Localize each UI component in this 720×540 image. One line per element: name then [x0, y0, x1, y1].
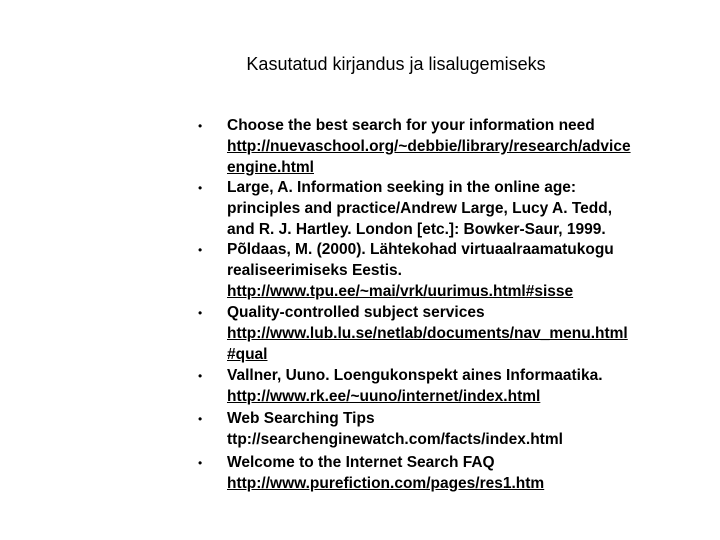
- reference-link[interactable]: http://www.tpu.ee/~mai/vrk/uurimus.html#sisse: [227, 282, 574, 300]
- bullet-icon: •: [198, 243, 203, 257]
- bullet-icon: •: [198, 456, 203, 470]
- bullet-icon: •: [198, 119, 203, 133]
- reference-text: Welcome to the Internet Search FAQ: [227, 454, 495, 471]
- bullet-icon: •: [198, 412, 203, 426]
- reference-link[interactable]: http://www.purefiction.com/pages/res1.htm: [227, 474, 545, 492]
- reference-text: realiseerimiseks Eestis.: [227, 261, 402, 279]
- reference-link[interactable]: http://www.rk.ee/~uuno/internet/index.html: [227, 387, 541, 405]
- page-title: Kasutatud kirjandus ja lisalugemiseks: [246, 54, 546, 74]
- reference-text: and R. J. Hartley. London [etc.]: Bowker-Saur, 1999.: [227, 220, 606, 238]
- bullet-icon: •: [198, 306, 203, 320]
- reference-text: Choose the best search for your information need: [227, 117, 595, 134]
- reference-text: principles and practice/Andrew Large, Lucy A. Tedd,: [227, 199, 613, 217]
- bullet-icon: •: [198, 181, 203, 195]
- bullet-icon: •: [198, 369, 203, 383]
- reference-text: Quality-controlled subject services: [227, 304, 485, 321]
- reference-text: Large, A. Information seeking in the online age:: [227, 179, 577, 196]
- reference-link[interactable]: #qual: [227, 345, 268, 363]
- reference-link[interactable]: http://www.lub.lu.se/netlab/documents/nav_menu.html: [227, 324, 628, 342]
- reference-text: ttp://searchenginewatch.com/facts/index.html: [227, 430, 563, 448]
- reference-link[interactable]: engine.html: [227, 158, 314, 176]
- reference-link[interactable]: http://nuevaschool.org/~debbie/library/research/advice: [227, 137, 631, 155]
- reference-text: Web Searching Tips: [227, 410, 375, 427]
- reference-text: Põldaas, M. (2000). Lähtekohad virtuaalraamatukogu: [227, 241, 614, 258]
- reference-text: Vallner, Uuno. Loengukonspekt aines Informaatika.: [227, 367, 603, 384]
